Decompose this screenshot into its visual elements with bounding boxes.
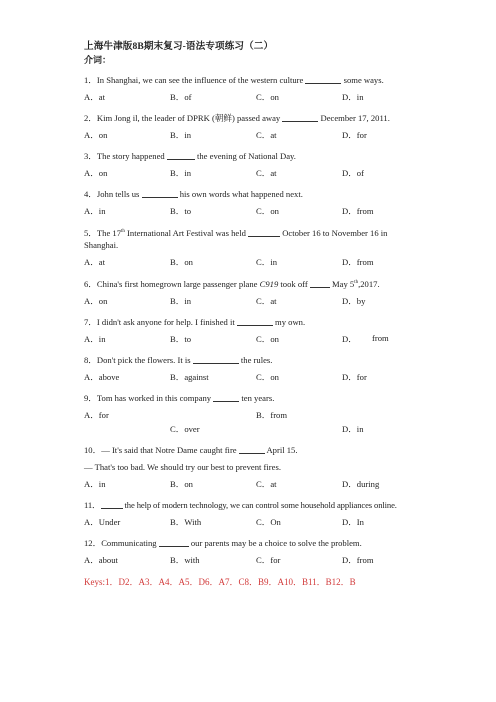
question-3: 3．The story happened the evening of National Day. A．on B．in C．at D．of [84,150,414,179]
option-b[interactable]: B．in [170,168,192,178]
options-row [84,91,414,103]
option-a[interactable]: A．above [84,371,120,382]
question-2: 2．Kim Jong il, the leader of DPRK (朝鲜) passed away December 17, 2011. A．on B．in C．at D．for [84,112,414,141]
option-c[interactable]: C．over [170,423,200,434]
option-d[interactable]: D．from [342,206,374,216]
option-a[interactable]: A．at [84,256,106,267]
option-a[interactable]: A．on [84,130,108,140]
question-11: 11． the help of modern technology, we can control some household appliances online. A．Under B．With C．On D．In [84,499,414,528]
option-c[interactable]: C．in [256,256,278,267]
option-c[interactable]: C．at [256,130,277,140]
question-12: 12．Communicating our parents may be a choice to solve the problem. A．about B．with C．for D．from [84,537,414,566]
options-row [84,409,414,435]
question-1: 1．In Shanghai, we can see the influence of the western culture some ways. A．at B．of C．on D．in [84,74,414,103]
option-d[interactable]: D．for [342,130,367,140]
option-b[interactable]: B．on [170,256,193,267]
answer-blank[interactable] [193,354,239,364]
dialogue-reply: — That's too bad. We should try our best to prevent fires. [84,461,281,472]
options-row [84,205,414,217]
option-a[interactable]: A．at [84,92,106,102]
options-row [84,256,414,268]
option-b[interactable]: B．from [256,409,288,420]
answer-blank[interactable] [305,74,341,84]
question-8: 8．Don't pick the flowers. It is the rules. A．above B．against C．on D．for [84,354,414,383]
option-d-text[interactable]: from [372,332,389,343]
option-b[interactable]: B．against [170,371,209,382]
option-a[interactable]: A．about [84,554,118,565]
option-c[interactable]: C．on [256,206,279,216]
option-d[interactable]: D．in [342,92,364,102]
option-d[interactable]: D．of [342,168,364,178]
question-7: 7．I didn't ask anyone for help. I finished it my own. A．in B．to C．on D． from [84,316,414,345]
option-b[interactable]: B．in [170,295,192,306]
option-c[interactable]: C．on [256,333,279,344]
answer-keys: Keys:1．D2．A3．A4．A5．D6．A7．C8．B9．A10．B11．B12．B [84,576,356,587]
option-c[interactable]: C．on [256,92,279,102]
option-b[interactable]: B．of [170,92,192,102]
option-b[interactable]: B．to [170,333,192,344]
option-b[interactable]: B．With [170,516,202,527]
option-a[interactable]: A．on [84,168,108,178]
option-c[interactable]: C．at [256,168,277,178]
option-b[interactable]: B．with [170,554,200,565]
option-a[interactable]: A．Under [84,516,121,527]
answer-blank[interactable] [248,227,280,237]
options-row [84,167,414,179]
options-row [84,371,414,383]
question-4: 4．John tells us his own words what happened next. A．in B．to C．on D．from [84,188,414,217]
section-heading: 介词： [84,55,112,65]
option-d[interactable]: D．from [342,256,374,267]
question-5: 5．The 17th International Art Festival was held October 16 to November 16 in Shanghai. A．at B．on C．in D．from [84,226,414,268]
question-10: 10．— It's said that Notre Dame caught fire April 15. — That's too bad. We should try our best to prevent fires. A．in B．on C．at D．during [84,444,414,490]
option-d[interactable]: D．In [342,516,364,527]
answer-blank[interactable] [167,150,195,160]
option-c[interactable]: C．at [256,295,277,306]
options-row [84,295,414,307]
option-d[interactable]: D．by [342,295,366,306]
options-row [84,333,414,345]
worksheet-page [84,38,414,588]
worksheet-title: 上海牛津版8B期末复习-语法专项练习（二） [84,41,274,52]
answer-blank[interactable] [239,444,265,454]
option-b[interactable]: B．on [170,478,193,489]
options-row [84,478,414,490]
option-a[interactable]: A．for [84,409,109,420]
option-a[interactable]: A．in [84,333,106,344]
option-b[interactable]: B．in [170,130,192,140]
options-row [84,129,414,141]
option-c[interactable]: C．at [256,478,277,489]
option-d[interactable]: D．in [342,423,364,434]
option-d[interactable]: D．during [342,478,380,489]
answer-blank[interactable] [213,392,239,402]
option-b[interactable]: B．to [170,206,192,216]
answer-blank[interactable] [282,112,318,122]
answer-blank[interactable] [159,537,189,547]
question-9: 9．Tom has worked in this company ten years. A．for B．from C．over D．in [84,392,414,435]
options-row [84,554,414,566]
option-a[interactable]: A．on [84,295,108,306]
option-d[interactable]: D．from [342,554,374,565]
option-d[interactable]: D．for [342,371,367,382]
option-a[interactable]: A．in [84,478,106,489]
option-d[interactable]: D． [342,333,357,344]
option-c[interactable]: C．on [256,371,279,382]
question-6: 6．China's first homegrown large passenger plane C919 took off May 5th,2017. A．on B．in C．at D．by [84,277,414,307]
option-a[interactable]: A．in [84,206,106,216]
options-row [84,516,414,528]
answer-blank[interactable] [310,278,330,288]
answer-blank[interactable] [237,316,273,326]
option-c[interactable]: C．for [256,554,281,565]
answer-blank[interactable] [101,499,123,509]
option-c[interactable]: C．On [256,516,281,527]
answer-blank[interactable] [142,188,178,198]
